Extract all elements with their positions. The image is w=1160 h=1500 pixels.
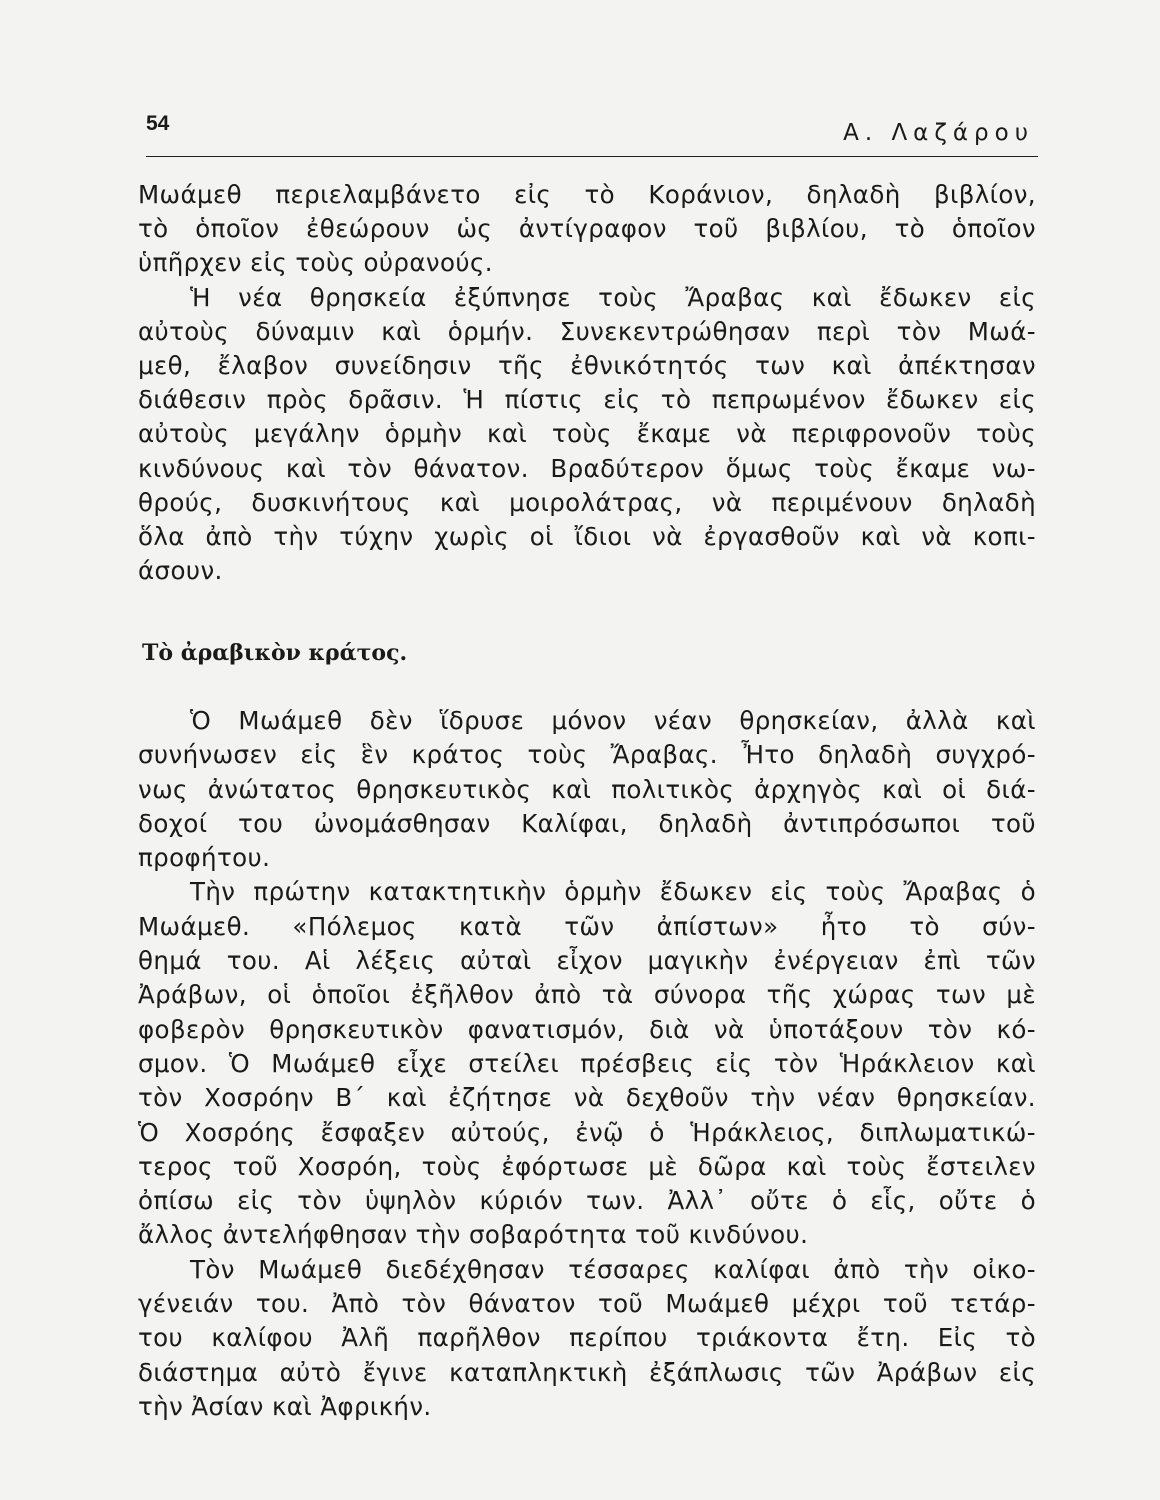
text-line: Μωάμεθ. «Πόλεμος κατὰ τῶν ἀπίστων» ἦτο τὸ σύν- — [138, 911, 1036, 941]
text-line: μεθ, ἔλαβον συνείδησιν τῆς ἐθνικότητός των καὶ ἀπέκτησαν — [138, 350, 1036, 380]
text-line: αὐτοὺς δύναμιν καὶ ὁρμήν. Συνεκεντρώθησαν περὶ τὸν Μωά- — [138, 316, 1036, 346]
text-line: Ἡ νέα θρησκεία ἐξύπνησε τοὺς Ἄραβας καὶ ἔδωκεν εἰς — [190, 282, 1036, 312]
section-heading: Τὸ ἀραβικὸν κράτος. — [142, 640, 408, 666]
text-line: Μωάμεθ περιελαμβάνετο εἰς τὸ Κοράνιον, δηλαδὴ βιβλίον, — [138, 180, 1036, 209]
text-line: προφήτου. — [138, 843, 271, 873]
text-line: σμον. Ὁ Μωάμεθ εἶχε στείλει πρέσβεις εἰς τὸν Ἡράκλειον καὶ — [138, 1048, 1036, 1078]
text-line: διάστημα αὐτὸ ἔγινε καταπληκτικὴ ἐξάπλωσις τῶν Ἀράβων εἰς — [138, 1357, 1036, 1387]
text-line: Ἀράβων, οἱ ὁποῖοι ἐξῆλθον ἀπὸ τὰ σύνορα τῆς χώρας των μὲ — [138, 980, 1036, 1010]
paragraph-block-1 — [138, 178, 1036, 588]
text-line: ὀπίσω εἰς τὸν ὑψηλὸν κύριόν των. Ἀλλ᾽ οὔτε ὁ εἷς, οὔτε ὁ — [138, 1186, 1036, 1216]
page-header — [146, 112, 1038, 160]
text-line: θρούς, δυσκινήτους καὶ μοιρολάτρας, νὰ περιμένουν δηλαδὴ — [138, 487, 1036, 517]
text-line: διάθεσιν πρὸς δρᾶσιν. Ἡ πίστις εἰς τὸ πεπρωμένον ἔδωκεν εἰς — [138, 385, 1036, 415]
text-line: ἄλλος ἀντελήφθησαν τὴν σοβαρότητα τοῦ κινδύνου. — [138, 1220, 809, 1250]
text-line: Τὸν Μωάμεθ διεδέχθησαν τέσσαρες καλίφαι ἀπὸ τὴν οἰκο- — [190, 1254, 1036, 1284]
page-number: 54 — [146, 112, 170, 135]
text-line: γένειάν του. Ἀπὸ τὸν θάνατον τοῦ Μωάμεθ μέχρι τοῦ τετάρ- — [138, 1289, 1036, 1319]
running-head-author: Α. Λαζάρου — [843, 120, 1034, 146]
text-line: θημά του. Αἱ λέξεις αὐταὶ εἶχον μαγικὴν ἐνέργειαν ἐπὶ τῶν — [138, 946, 1036, 976]
text-line: άσουν. — [138, 556, 223, 586]
text-line: ὅλα ἀπὸ τὴν τύχην χωρὶς οἱ ἴδιοι νὰ ἐργασθοῦν καὶ νὰ κοπι- — [138, 521, 1036, 551]
text-line: Τὴν πρώτην κατακτητικὴν ὁρμὴν ἔδωκεν εἰς τοὺς Ἄραβας ὁ — [190, 877, 1036, 907]
text-line: του καλίφου Ἀλῆ παρῆλθον περίπου τριάκοντα ἔτη. Εἰς τὸ — [138, 1323, 1036, 1353]
text-line: νως ἀνώτατος θρησκευτικὸς καὶ πολιτικὸς ἀρχηγὸς καὶ οἱ διά- — [138, 774, 1036, 804]
text-line: τὸν Χοσρόην Β΄ καὶ ἐζήτησε νὰ δεχθοῦν τὴν νέαν θρησκείαν. — [138, 1083, 1036, 1113]
text-line: αὐτοὺς μεγάλην ὁρμὴν καὶ τοὺς ἔκαμε νὰ περιφρονοῦν τοὺς — [138, 419, 1036, 449]
text-line: Ὁ Μωάμεθ δὲν ἵδρυσε μόνον νέαν θρησκείαν, ἀλλὰ καὶ — [190, 706, 1036, 735]
text-line: τὸ ὁποῖον ἐθεώρουν ὡς ἀντίγραφον τοῦ βιβλίου, τὸ ὁποῖον — [138, 214, 1036, 244]
text-line: φοβερὸν θρησκευτικὸν φανατισμόν, διὰ νὰ ὑποτάξουν τὸν κό- — [138, 1014, 1036, 1044]
text-line: κινδύνους καὶ τὸν θάνατον. Βραδύτερον ὅμως τοὺς ἔκαμε νω- — [138, 453, 1036, 483]
text-line: Ὁ Χοσρόης ἔσφαξεν αὐτούς, ἐνῷ ὁ Ἡράκλειος, διπλωματικώ- — [138, 1117, 1036, 1147]
text-line: συνήνωσεν εἰς ἓν κράτος τοὺς Ἄραβας. Ἦτο δηλαδὴ συγχρό- — [138, 740, 1036, 770]
text-line: δοχοί του ὠνομάσθησαν Καλίφαι, δηλαδὴ ἀντιπρόσωποι τοῦ — [138, 808, 1036, 838]
text-line: ὑπῆρχεν εἰς τοὺς οὐρανούς. — [138, 248, 493, 278]
text-line: τὴν Ἀσίαν καὶ Ἀφρικήν. — [138, 1391, 432, 1421]
header-rule — [146, 156, 1038, 157]
paragraph-block-2 — [138, 704, 1036, 1424]
text-line: τερος τοῦ Χοσρόη, τοὺς ἐφόρτωσε μὲ δῶρα καὶ τοὺς ἔστειλεν — [138, 1151, 1036, 1181]
